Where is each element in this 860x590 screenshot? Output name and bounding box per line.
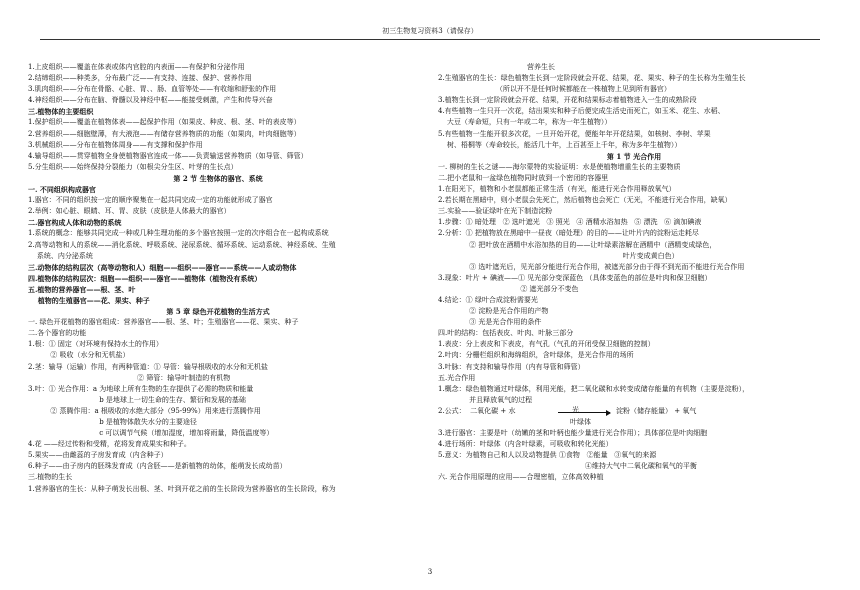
text-line: 树、梧桐等（寿命较长，能活几十年，上百甚至上千年，称为多年生植物）） (438, 140, 682, 149)
text-line: 2.举例：如心脏、眼睛、耳、胃、皮肤（皮肤是人体最大的器官） (28, 207, 231, 216)
text-line: 2.茎：输导（运输）作用，有两种管道：① 导管：输导根吸收的水分和无机盐 (28, 362, 268, 371)
section-heading: 二.器官构成人体和动物的系统 (28, 218, 122, 228)
text-line: ② 遮光部分不变色 (438, 284, 579, 293)
text-line: ② 淀粉是光合作用的产物 (438, 307, 549, 316)
text-line: 三.实验——验证绿叶在光下制造淀粉 (438, 207, 553, 216)
section-heading: 四.植物体的结构层次：细胞——组织——器官——植物体（植物没有系统） (28, 273, 262, 283)
text-line: 1.在阳光下，植物和小老鼠都能正常生活（有光，能进行光合作用释放氧气） (438, 185, 676, 194)
text-line: 3.叶脉：有支持和输导作用（内有导管和筛管） (438, 362, 585, 371)
text-line: 叶片变成黄白色） (438, 251, 679, 260)
section-heading: 三.植物体的主要组织 (28, 107, 94, 117)
text-line: 一. 柳树的生长之谜——海尔蒙特的实验证明：水是使植物增重生长的主要物质 (438, 162, 681, 171)
text-line: 并且释放氧气的过程 (438, 395, 533, 404)
text-line: 4.花 ——经过传粉和受精，花将发育成果实和种子。 (28, 440, 191, 449)
text-line: 六. 光合作用原理的应用——合理密植，立体高效种植 (438, 473, 604, 482)
page-header: 初三生物复习资料3（请保存） (382, 27, 478, 35)
text-line: 2.叶肉：分栅栏组织和海绵组织，含叶绿体，是光合作用的场所 (438, 351, 634, 360)
text-line: 四.叶的结构：包括表皮、叶肉、叶脉三部分 (438, 329, 574, 338)
text-line: 营养生长 (438, 63, 556, 71)
text-line: 4.结论：① 绿叶合成淀粉需要光 (438, 295, 538, 304)
text-line: 1.概念：绿色植物通过叶绿体，利用光能，把二氧化碳和水转变成储存能量的有机物（主要是淀粉）， (438, 384, 750, 393)
text-line: 2.营养组织——细胞壁薄，有大液泡——有储存营养物质的功能（如果肉，叶肉细胞等） (28, 129, 301, 138)
text-line: c 可以调节气候（增加湿度，增加将雨量，降低温度等） (28, 429, 274, 438)
text-line: 五.光合作用 (438, 373, 476, 382)
text-line: 3.机械组织——分布在植物体周身——有支撑和保护作用 (28, 140, 203, 149)
section-heading: 第 2 节 生物体的器官、系统 (173, 173, 263, 183)
text-line: 5.有些植物一生能开很多次花，一旦开始开花，便能年年开花结果，如核树、李树、苹果 (438, 129, 711, 138)
text-line: 5.分生组织——始终保持分裂能力（如根尖分生区、叶芽的生长点） (28, 162, 238, 171)
text-line: 二.各个器官的功能 (28, 329, 87, 338)
text-line: 6.种子——由子房内的胚珠发育成（内含胚——是新植物的幼体，能萌发长成幼苗） (28, 462, 287, 471)
text-line: 4.进行场所：叶绿体（内含叶绿素，可吸收和转化光能） (438, 440, 613, 448)
section-heading: 植物的生殖器官——花、果实、种子 (28, 295, 150, 305)
text-line: ② 筛管：输导叶制造的有机物 (28, 373, 231, 382)
text-line: b 是地球上一切生命的生存、繁衍和发展的基础 (28, 395, 246, 404)
text-line: ③ 选叶遮光后，见光部分能进行光合作用，被遮光部分由于得不到光而不能进行光合作用 (438, 262, 745, 271)
section-heading: 三.动物体的结构层次（高等动物和人）细胞——组织——器官——系统——人或动物体 (28, 262, 297, 272)
text-line: ② 吸收（水分和无机盐） (28, 351, 130, 360)
text-line: 3.进行器官：主要是叶（幼嫩的茎和叶柄也能少量进行光合作用）；具体部位是叶肉细胞 (438, 428, 708, 437)
photosynthesis-formula (438, 406, 830, 428)
text-line: 3.叶：① 光合作用：a 为地球上所有生物的生存提供了必需的物质和能量 (28, 384, 254, 393)
text-line: 1.表皮：分上表皮和下表皮，有气孔（气孔的开闭受保卫细胞的控制） (438, 340, 655, 349)
text-line: 1.上皮组织——覆盖在体表或体内官腔的内表面——有保护和分泌作用 (28, 63, 245, 71)
header-rule (40, 39, 820, 40)
text-line: 1.营养器官的生长：从种子萌发长出根、茎、叶到开花之前的生长阶段为营养器官的生长阶段，称为 (28, 484, 336, 493)
text-line: （所以开不是任何时候都能在一株植物上见到所有器官） (438, 85, 671, 94)
text-line: 2.若长期在黑暗中，则小老鼠会先死亡，然后植物也会死亡（无光，不能进行光合作用，缺氧） (438, 196, 732, 205)
page-number: 3 (427, 568, 433, 576)
text-line: 大豆（寿命短，只有一年或二年，称为一年生植物）） (438, 118, 612, 127)
text-line: ④维持大气中二氧化碳和氧气的平衡 (438, 462, 697, 471)
left-column (28, 62, 408, 495)
text-line: 1.根：① 固定（对环境有保持水土的作用） (28, 340, 163, 349)
text-line: 4.神经组织——分布在脑、脊髓以及神经中枢——能接受刺激，产生和传导兴奋 (28, 96, 273, 105)
section-heading: 一. 不同组织构成器官 (28, 185, 96, 195)
formula-arrow (558, 412, 610, 413)
text-line: ② 把叶放在酒精中水浴加热的目的——让叶绿素溶解在酒精中（酒精变成绿色， (438, 240, 717, 249)
text-line: 2.结缔组织——种类多，分布最广泛——有支持、连接、保护、营养作用 (28, 74, 252, 83)
formula-light-label: 光 (572, 405, 579, 414)
text-line: 1.系统的概念：能够共同完成一种或几种生理功能的多个器官按照一定的次序组合在一起构成系统 (28, 229, 329, 238)
right-column-lines (438, 62, 830, 406)
text-line: 1.器官：不同的组织按一定的顺序聚集在一起共同完成一定的功能就形成了器官 (28, 196, 273, 205)
text-line: 2.生殖器官的生长：绿色植物生长到一定阶段就会开花、结果，花、果实、种子的生长称为生殖生长 (438, 74, 746, 83)
text-line: 1.保护组织——覆盖在植物体表——起保护作用（如果皮、种皮、根、茎、叶的表皮等） (28, 118, 301, 127)
text-line: 1.步骤：① 暗处理 ② 选叶遮光 ③ 照光 ④ 酒精水浴加热 ⑤ 漂洗 ⑥ 滴加碘液 (438, 218, 702, 227)
text-line: 2.分析：① 把植物放在黑暗中一昼夜（暗处理）的目的——让叶片内的淀粉运走耗尽 (438, 229, 699, 238)
text-line: 3.现象：叶片 + 碘液——① 见光部分变深蓝色 （具体变蓝色的部位是叶肉和保卫细胞） (438, 273, 712, 282)
text-line: 5.意义：为植物自己和人以及动物提供 ①食物 ②能量 ③氧气的来源 (438, 451, 657, 460)
text-line: 4.输导组织——贯穿植物全身使植物器官连成一体——负责输送营养物质（如导管、筛管） (28, 151, 308, 160)
text-line: 一. 绿色开花植物的器官组成：营养器官——根、茎、叶；生殖器官——花、果实、种子 (28, 318, 299, 327)
text-line: ③ 光是光合作用的条件 (438, 318, 542, 327)
text-line: 2.高等动物和人的系统——消化系统、呼吸系统、泌尿系统、循环系统、运动系统、神经系统、生殖 (28, 240, 336, 249)
section-heading: 第 5 章 绿色开花植物的生活方式 (166, 307, 270, 317)
text-line: b 是植物体散失水分的主要途径 (28, 418, 197, 426)
text-line: 4.有些植物一生只开一次花，结出果实和种子后便完成生活史而死亡，如玉米、花生、水稻、 (438, 107, 725, 116)
text-line: 3.植物生长到一定阶段就会开花、结果，开花和结果标志着植物进入一生的成熟阶段 (438, 96, 697, 105)
right-column-tail (438, 428, 830, 483)
text-line: 5.果实——由雌蕊的子房发育成（内含种子） (28, 451, 168, 460)
section-heading: 五.植物的营养器官——根、茎、叶 (28, 284, 136, 294)
formula-chloroplast-label: 叶绿体 (570, 417, 591, 426)
formula-right: 淀粉（储存能量） + 氧气 (616, 406, 697, 415)
text-line: ② 蒸腾作用：a 根吸收的水绝大部分（95-99%）用来进行蒸腾作用 (28, 406, 261, 415)
text-line: 三.植物的生长 (28, 473, 73, 482)
text-line: 系统、内分泌系统 (28, 251, 93, 260)
section-heading: 第 1 节 光合作用 (606, 151, 662, 161)
text-line: 二.把小老鼠和一盆绿色植物同时放到一个密闭的容器里 (438, 173, 609, 182)
right-column (438, 62, 830, 483)
text-line: 3.肌肉组织——分布在骨骼、心脏、胃、、肠、血管等处——有收缩和舒张的作用 (28, 85, 277, 94)
formula-left: 2.公式： 二氧化碳 + 水 (438, 406, 516, 415)
